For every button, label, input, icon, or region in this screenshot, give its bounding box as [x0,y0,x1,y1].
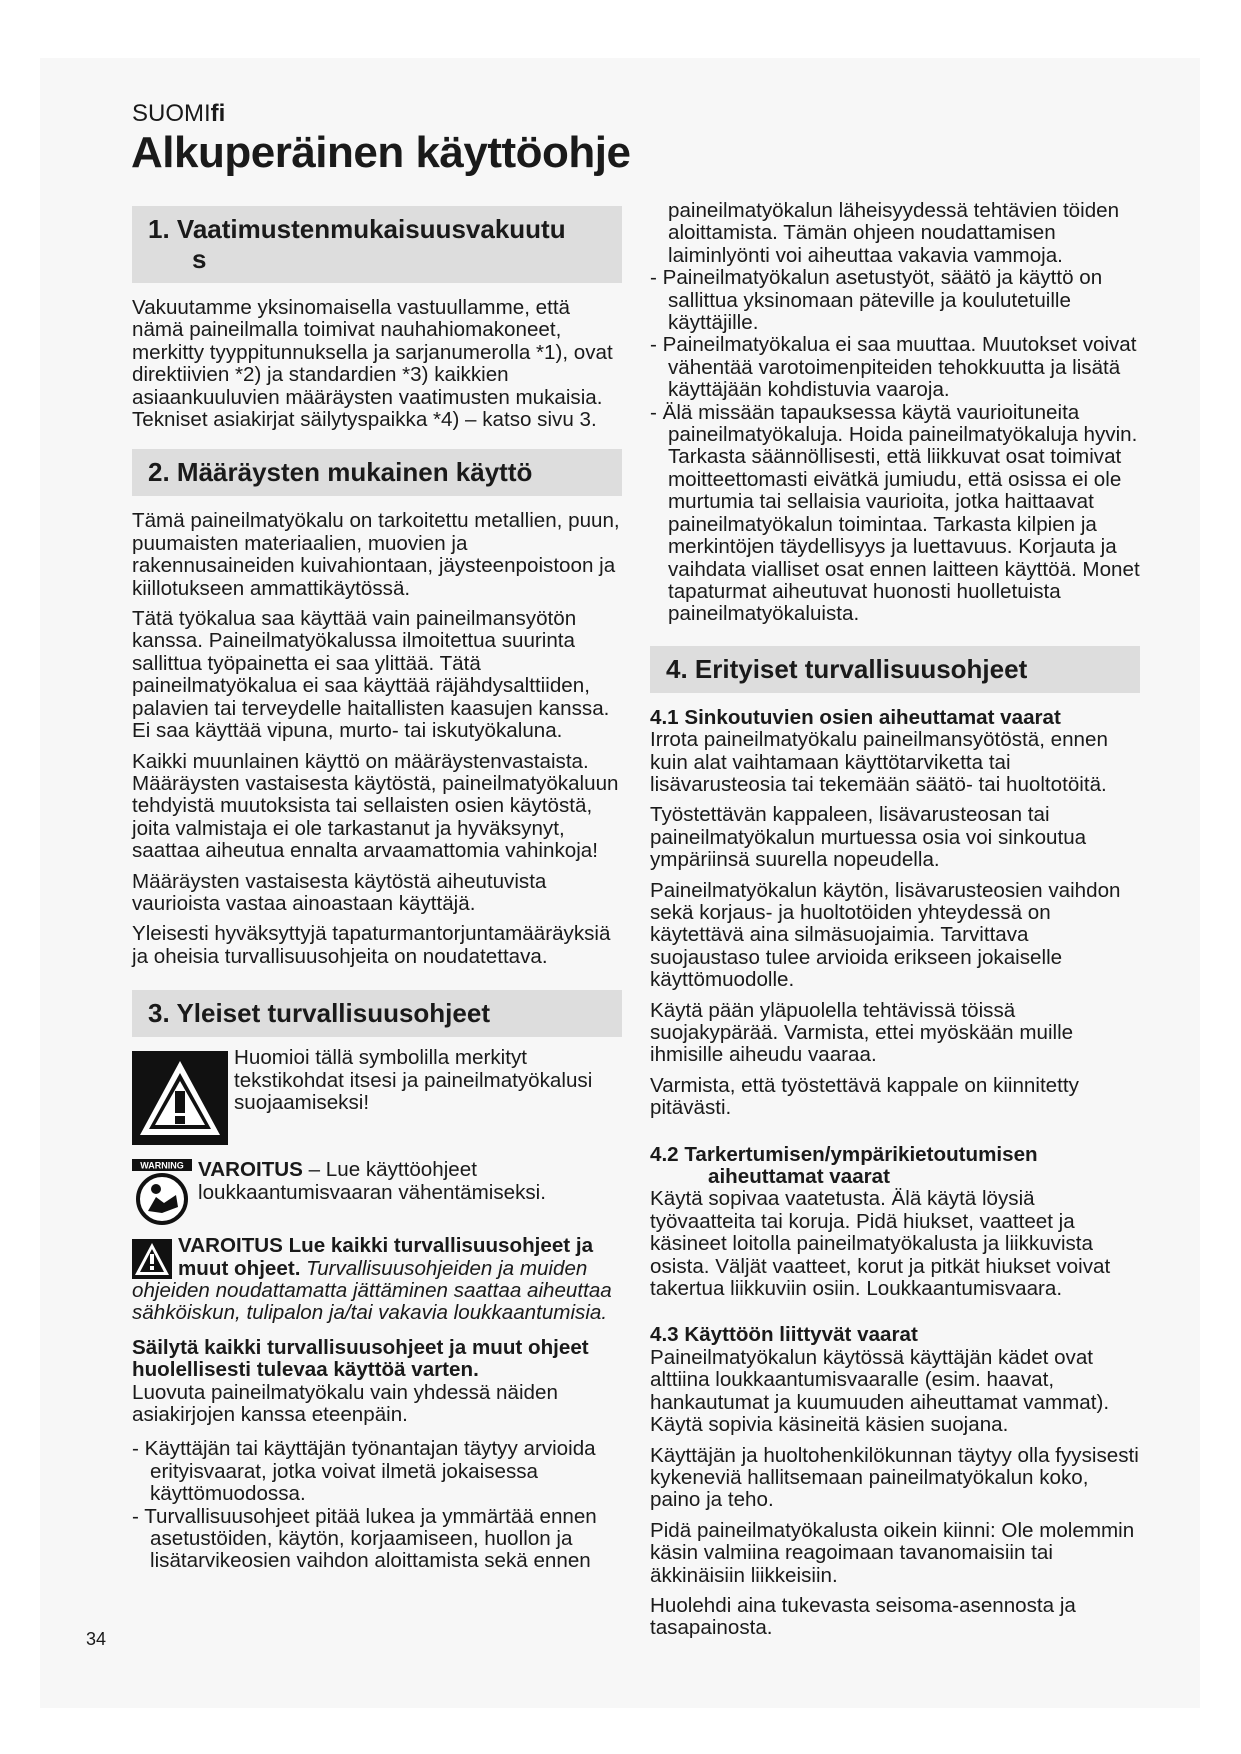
section-1-heading: 1. Vaatimustenmukaisuusvakuutu s [132,206,622,283]
document-title: Alkuperäinen käyttöohje [131,128,631,177]
subsection-4-1-heading: 4.1 Sinkoutuvien osien aiheuttamat vaarat [650,705,1061,729]
symbol-note-text: Huomioi tällä symbolilla merkityt tekstikohdat itsesi ja paineilmatyökalusi suojaamiseksi! [234,1046,593,1114]
warning-badge-text: WARNING [140,1160,184,1171]
subsection-4-3-paragraph: Käyttäjän ja huoltohenkilökunnan täytyy olla fyysisesti kykeneviä hallitsemaan paineilmatyökalun koko, paino ja teho. [650,1443,1139,1512]
general-warning-italic: Turvallisuusohjeiden ja muiden ohjeiden noudattamatta jättäminen saattaa aiheuttaa sähköiskun, tulipalon ja/tai vakavia loukkaantumisia. [132,1256,612,1325]
bullet-item-continuation: paineilmatyökalun läheisyydessä tehtävien töiden aloittamista. Tämän ohjeen noudattamisen laiminlyönti voi aiheuttaa vakavia vammoja. [668,199,1120,267]
left-column [132,200,622,1573]
bullet-item: - Paineilmatyökalun asetustyöt, säätö ja käyttö on sallittua yksinomaan päteville ja koulutetuille käyttäjille. [650,266,1103,335]
subsection-4-1-paragraph: Käytä pään yläpuolella tehtävissä töissä suojakypärää. Varmista, ettei myöskään muille ihmisille aiheudu vaaraa. [650,998,1074,1067]
subsection-4-1-paragraph: Paineilmatyökalun käytön, lisävarusteosien vaihdon sekä korjaus- ja huoltotöiden yhteydessä on käytettävä aina silmäsuojaimia. Tarvittava suojaustaso tulee arvioida erikseen jokaiselle käyttömuodolle. [650,878,1121,992]
section-2-paragraph: Kaikki muunlainen käyttö on määräystenvastaista. Määräysten vastaisesta käytöstä, paineilmatyökaluun tehdyistä muutoksista tai sellaisten osien käytöstä, joita valmistaja ei ole tarkastanut ja hyväksynyt, saattaa aiheutua ennalta arvaamattomia vahinkoja! [132,749,619,863]
subsection-4-3-heading: 4.3 Käyttöön liittyvät vaarat [650,1323,918,1347]
language-label: SUOMIfi [132,100,226,127]
bullet-item: - Paineilmatyökalua ei saa muuttaa. Muutokset voivat vähentää varotoimenpiteiden tehokkuutta ja lisätä käyttäjään kohdistuvia vaaroja. [650,333,1137,402]
bullet-item: - Älä missään tapauksessa käytä vaurioituneita paineilmatyökaluja. Hoida paineilmatyökaluja hyvin. Tarkasta säännöllisesti, että liikkuvat osat toimivat moitteettomasti eivätkä jumiudu, että osissa ei ole murtumia tai sellaisia vaurioita, jotka haittaavat paineilmatyökalun toimintaa. Tarkasta kilpien ja merkintöjen täydellisyys ja luettavuus. Korjauta ja vaihdata vialliset osat ennen laitteen käyttöä. Monet tapaturmat aiheutuvat huonosti huolletuista paineilmatyökaluista. [650,400,1140,626]
section-2-paragraph: Tämä paineilmatyökalu on tarkoitettu metallien, puun, puumaisten materiaalien, muovien ja rakennusaineiden kuivahiontaan, jäysteenpoistoon ja kiillotukseen ammattikäytössä. [132,509,620,600]
read-manual-icon [132,1159,192,1225]
section-1-text: Vakuutamme yksinomaisella vastuullamme, että nämä paineilmalla toimivat nauhahiomakoneet, merkitty tyyppitunnuksella ja sarjanumerolla *1), ovat direktiivien *2) ja standardien *3) kaikkien asiaankuuluvien määräysten vaatimusten mukaisia. Tekniset asiakirjat säilytyspaikka *4) – katso sivu 3. [132,296,613,432]
subsection-4-1-paragraph: Varmista, että työstettävä kappale on kiinnitetty pitävästi. [650,1073,1079,1120]
section-2-heading: 2. Määräysten mukainen käyttö [132,449,622,496]
subsection-4-2-paragraph: Käytä sopivaa vaatetusta. Älä käytä löysiä työvaatteita tai koruja. Pidä hiukset, vaatteet ja käsineet loitolla paineilmatyökalusta ja liikkuvista osista. Väljät vaatteet, korut ja pitkät hiukset voivat takertua liikkuviin osiin. Loukkaantumisvaara. [650,1187,1111,1301]
section-2-paragraph: Määräysten vastaisesta käytöstä aiheutuvista vaurioista vastaa ainoastaan käyttäjä. [132,869,547,915]
keep-instructions-bold: Säilytä kaikki turvallisuusohjeet ja muut ohjeet huolellisesti tulevaa käyttöä varten. [132,1335,589,1382]
warning-triangle-icon [132,1051,228,1145]
bullet-item: - Käyttäjän tai käyttäjän työnantajan täytyy arvioida erityisvaarat, jotka voivat ilmetä jokaisessa käyttömuodossa. [132,1437,596,1506]
subsection-4-2-heading: 4.2 Tarkertumisen/ympärikietoutumisen aiheuttamat vaarat [650,1142,1038,1189]
keep-instructions-text: Luovuta paineilmatyökalu vain yhdessä näiden asiakirjojen kanssa eteenpäin. [132,1380,558,1426]
bullet-item: - Turvallisuusohjeet pitää lukea ja ymmärtää ennen asetustöiden, käytön, korjaamiseen, huollon ja lisätarvikeosien vaihdon aloittamista sekä ennen [132,1504,597,1573]
subsection-4-3-paragraph: Huolehdi aina tukevasta seisoma-asennosta ja tasapainosta. [650,1593,1076,1640]
subsection-4-3-paragraph: Pidä paineilmatyökalusta oikein kiinni: Ole molemmin käsin valmiina reagoimaan tavanomaisiin tai äkkinäisiin liikkeisiin. [650,1518,1135,1587]
section-2-paragraph: Yleisesti hyväksyttyjä tapaturmantorjuntamääräyksiä ja oheisia turvallisuusohjeita on noudatettava. [132,922,611,968]
subsection-4-3-paragraph: Paineilmatyökalun käytössä käyttäjän kädet ovat alttiina loukkaantumisvaaralle (esim. haavat, hankautumat ja kuumuuden aiheuttamat vammat). Käytä sopivia käsineitä käsien suojana. [650,1345,1110,1437]
section-4-heading: 4. Erityiset turvallisuusohjeet [650,646,1140,693]
subsection-4-1-paragraph: Irrota paineilmatyökalu paineilmansyötöstä, ennen kuin alat vaihtamaan käyttötarviketta tai lisävarusteosia tai tekemään säätö- tai huoltotöitä. [650,728,1108,796]
general-warning-bold: VAROITUS Lue kaikki turvallisuusohjeet ja muut ohjeet. [178,1234,594,1280]
subsection-4-1-paragraph: Työstettävän kappaleen, lisävarusteosan tai paineilmatyökalun murtuessa osia voi sinkoutua ympäriinsä suurella nopeudella. [650,803,1087,872]
read-manual-warning-row [132,1159,622,1225]
page-number: 34 [86,1629,107,1649]
section-2-paragraph: Tätä työkalua saa käyttää vain paineilmansyötön kanssa. Paineilmatyökalussa ilmoitettua suurinta sallittua työpainetta ei saa ylittää. Tätä paineilmatyökalua ei saa käyttää räjähdysalttiiden, palavien tai terveydelle haitallisten kaasujen kanssa. Ei saa käyttää vipuna, murto- tai iskutyökaluna. [132,607,610,743]
section-3-heading: 3. Yleiset turvallisuusohjeet [132,990,622,1037]
general-warning-block [132,1235,622,1325]
small-warning-triangle-icon [132,1239,172,1279]
read-manual-warning-text: VAROITUS – Lue käyttöohjeet loukkaantumisvaaran vähentämiseksi. [198,1158,546,1204]
symbol-note-row [132,1047,622,1145]
right-column [650,200,1140,1648]
